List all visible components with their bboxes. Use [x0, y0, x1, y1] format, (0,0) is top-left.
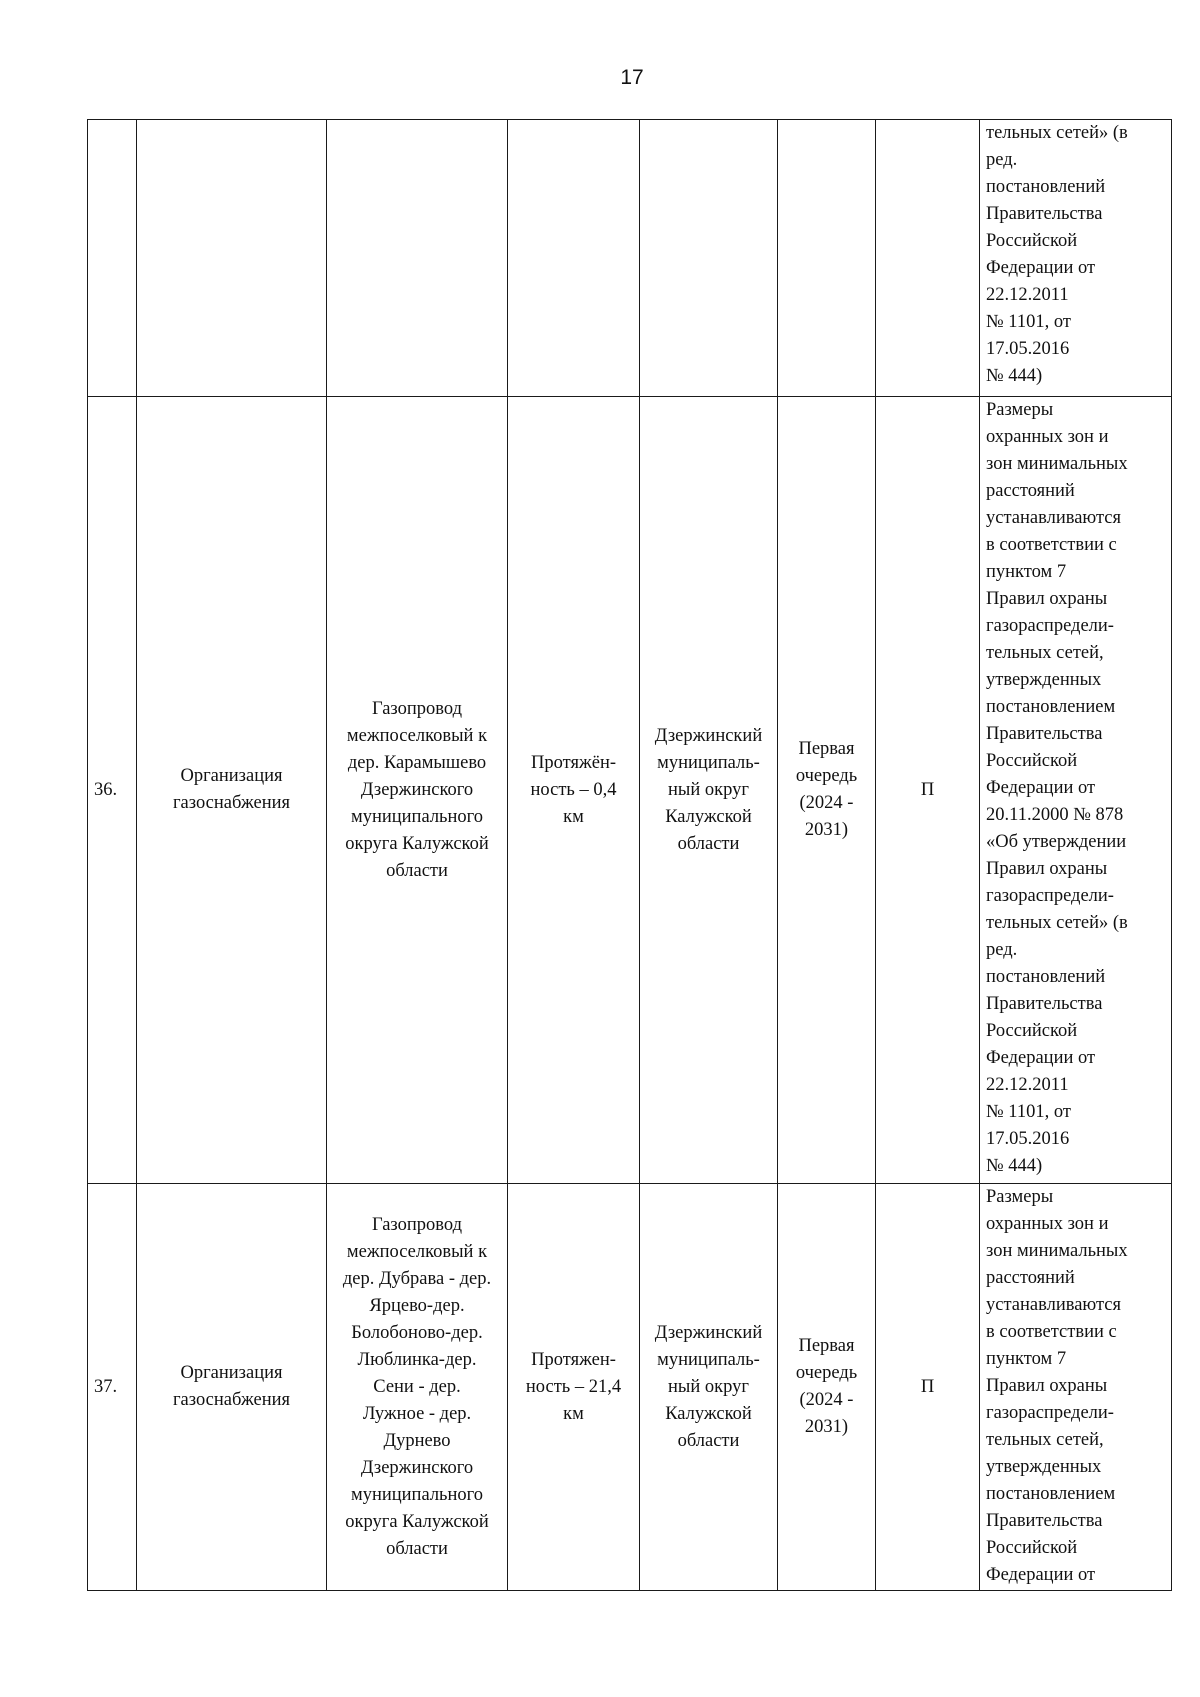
- cell-term: Первая очередь (2024 - 2031): [778, 1184, 876, 1591]
- cell-object: Газопровод межпоселковый к дер. Дубрава - дер. Ярцево-дер. Болобоново-дер. Люблинка-дер. Сени - дер. Лужное - дер. Дурнево Дзержинского муниципального округа Калужской области: [327, 1184, 508, 1591]
- cell-category: [137, 120, 327, 397]
- cell-term: Первая очередь (2024 - 2031): [778, 397, 876, 1184]
- cell-zones: тельных сетей» (в ред. постановлений Правительства Российской Федерации от 22.12.2011 № 1101, от 17.05.2016 № 444): [980, 120, 1172, 397]
- cell-object: [327, 120, 508, 397]
- cell-zones: Размеры охранных зон и зон минимальных расстояний устанавливаются в соответствии с пунктом 7 Правил охраны газораспредели- тельных сетей, утвержденных постановлением Правительства Российской Федерации от: [980, 1184, 1172, 1591]
- page-number: 17: [620, 66, 644, 89]
- cell-num: 37.: [88, 1184, 137, 1591]
- table-row-continuation: [88, 120, 1172, 397]
- cell-term: [778, 120, 876, 397]
- table-row-37: [88, 1184, 1172, 1591]
- cell-status: П: [876, 1184, 980, 1591]
- cell-location: [640, 120, 778, 397]
- table-row-36: [88, 397, 1172, 1184]
- cell-characteristics: Протяжен- ность – 21,4 км: [508, 1184, 640, 1591]
- cell-characteristics: [508, 120, 640, 397]
- cell-location: Дзержинский муниципаль- ный округ Калужской области: [640, 1184, 778, 1591]
- cell-category: Организация газоснабжения: [137, 1184, 327, 1591]
- cell-location: Дзержинский муниципаль- ный округ Калужской области: [640, 397, 778, 1184]
- cell-status: П: [876, 397, 980, 1184]
- objects-table: [87, 119, 1172, 1591]
- cell-category: Организация газоснабжения: [137, 397, 327, 1184]
- cell-characteristics: Протяжён- ность – 0,4 км: [508, 397, 640, 1184]
- cell-num: [88, 120, 137, 397]
- cell-zones: Размеры охранных зон и зон минимальных расстояний устанавливаются в соответствии с пунктом 7 Правил охраны газораспредели- тельных сетей, утвержденных постановлением Правительства Российской Федерации от 20.11.2000 № 878 «Об утверждении Правил охраны газораспредели- тельных сетей» (в ред. постановлений Правительства Российской Федерации от 22.12.2011 № 1101, от 17.05.2016 № 444): [980, 397, 1172, 1184]
- cell-object: Газопровод межпоселковый к дер. Карамышево Дзержинского муниципального округа Калужской области: [327, 397, 508, 1184]
- cell-status: [876, 120, 980, 397]
- cell-num: 36.: [88, 397, 137, 1184]
